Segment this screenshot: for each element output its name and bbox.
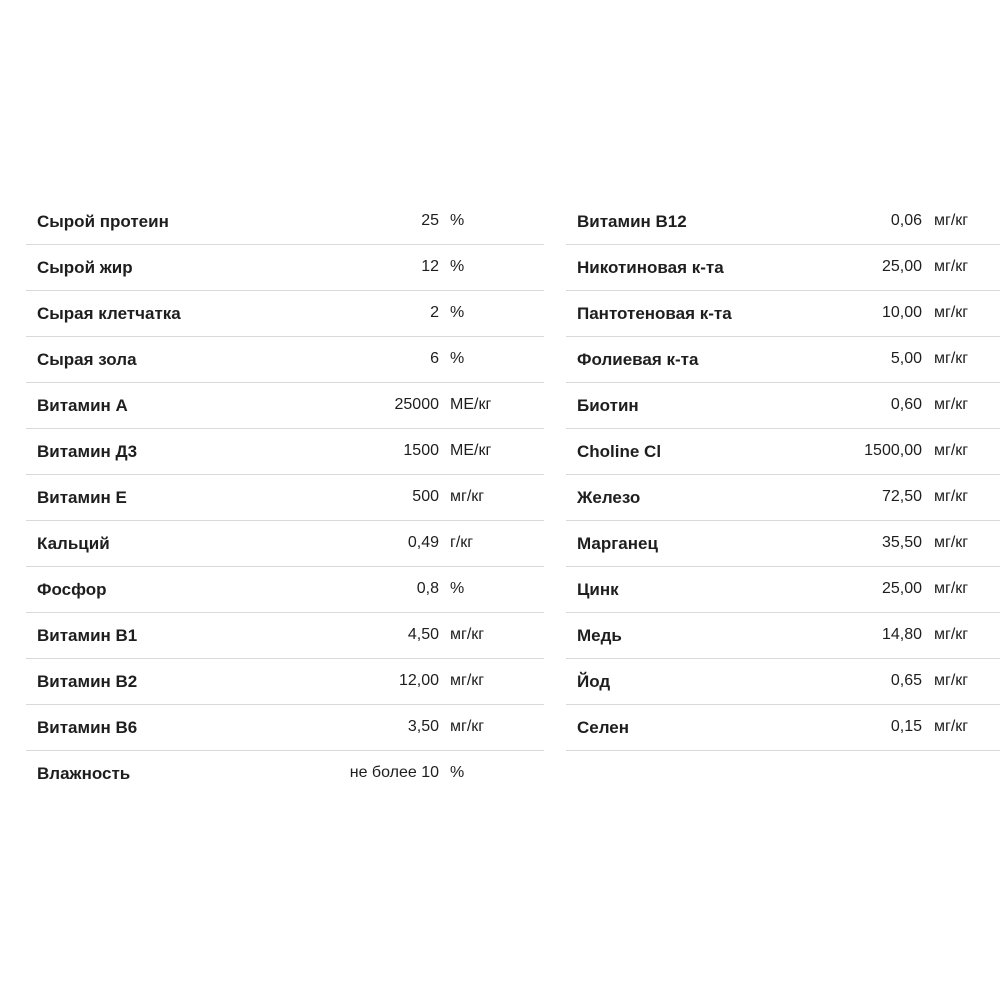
table-row [26,199,544,245]
nutrient-name: Марганец [577,534,658,553]
nutrient-unit: МЕ/кг [450,442,492,459]
nutrient-unit: мг/кг [450,672,485,689]
nutrient-value: 72,50 [881,488,922,505]
nutrient-name: Биотин [577,396,639,415]
nutrient-unit: мг/кг [934,626,969,643]
nutrient-value: 25,00 [881,580,922,597]
nutrient-name: Селен [577,718,630,737]
nutrient-unit: мг/кг [934,212,969,229]
table-row [566,659,1000,705]
nutrient-unit: мг/кг [934,580,969,597]
nutrient-value: 0,15 [890,718,922,735]
nutrient-value: 0,8 [416,580,439,597]
nutrient-value: 10,00 [881,304,922,321]
nutrient-value: 25000 [394,396,439,413]
table-row [26,429,544,475]
table-row [26,659,544,705]
nutrient-unit: % [450,304,465,321]
nutrient-name: Сырая зола [37,350,137,369]
nutrient-unit: мг/кг [450,626,485,643]
nutrient-value: 0,60 [890,396,922,413]
table-row [26,245,544,291]
table-row [26,337,544,383]
nutrient-unit: % [450,258,465,275]
table-row [26,475,544,521]
nutrient-value: не более 10 [349,764,439,781]
nutrient-value: 6 [430,350,439,367]
table-row [566,245,1000,291]
nutrient-name: Сырой жир [37,258,133,277]
table-row [566,613,1000,659]
nutrient-unit: г/кг [450,534,474,551]
nutrient-unit: мг/кг [934,350,969,367]
nutrient-unit: % [450,350,465,367]
nutrient-unit: мг/кг [934,442,969,459]
table-row [566,383,1000,429]
nutrient-name: Choline Cl [577,442,662,461]
table-row [26,613,544,659]
nutrient-unit: % [450,580,465,597]
nutrient-name: Витамин В6 [37,718,138,737]
nutrient-value: 2 [430,304,439,321]
nutrient-name: Железо [577,488,641,507]
nutrient-value: 500 [412,488,439,505]
nutrient-value: 3,50 [407,718,439,735]
table-row [26,291,544,337]
nutrient-name: Витамин Д3 [37,442,138,461]
nutrient-unit: мг/кг [934,396,969,413]
nutrient-value: 14,80 [881,626,922,643]
nutrient-name: Влажность [37,764,131,783]
nutrient-name: Витамин В2 [37,672,138,691]
nutrient-unit: % [450,212,465,229]
table-row [566,429,1000,475]
nutrient-name: Сырая клетчатка [37,304,181,323]
nutrient-unit: мг/кг [934,672,969,689]
nutrient-unit: мг/кг [450,718,485,735]
table-row [566,475,1000,521]
nutrient-name: Никотиновая к-та [577,258,724,277]
table-row [566,291,1000,337]
nutrient-name: Фолиевая к-та [577,350,699,369]
nutrient-value: 1500 [403,442,439,459]
nutrient-name: Сырой протеин [37,212,169,231]
nutrient-value: 5,00 [890,350,922,367]
table-row [26,567,544,613]
table-row [26,705,544,751]
nutrient-value: 0,49 [407,534,439,551]
nutrient-name: Фосфор [37,580,107,599]
nutrition-table-left [26,199,544,797]
nutrient-name: Цинк [577,580,619,599]
nutrient-unit: мг/кг [934,258,969,275]
nutrient-unit: МЕ/кг [450,396,492,413]
nutrient-name: Витамин Е [37,488,127,507]
nutrient-unit: мг/кг [934,488,969,505]
nutrient-value: 4,50 [407,626,439,643]
table-row [566,521,1000,567]
nutrient-value: 25 [421,212,439,229]
nutrient-name: Витамин В12 [577,212,687,231]
nutrient-unit: мг/кг [450,488,485,505]
nutrient-name: Витамин А [37,396,128,415]
nutrient-name: Йод [577,672,611,691]
table-row [566,567,1000,613]
table-row [566,337,1000,383]
nutrient-value: 0,06 [890,212,922,229]
table-row [26,521,544,567]
nutrient-value: 35,50 [881,534,922,551]
table-row [566,199,1000,245]
nutrient-unit: мг/кг [934,718,969,735]
nutrient-unit: мг/кг [934,534,969,551]
nutrient-name: Пантотеновая к-та [577,304,732,323]
nutrient-name: Медь [577,626,622,645]
nutrient-name: Кальций [37,534,110,553]
nutrient-unit: % [450,764,465,781]
nutrient-name: Витамин В1 [37,626,138,645]
nutrient-value: 1500,00 [864,442,922,459]
table-row [26,751,544,797]
table-row [566,705,1000,751]
table-row [26,383,544,429]
nutrient-unit: мг/кг [934,304,969,321]
nutrient-value: 0,65 [890,672,922,689]
nutrient-value: 12,00 [398,672,439,689]
nutrient-value: 25,00 [881,258,922,275]
nutrition-table-right [566,199,1000,751]
nutrient-value: 12 [421,258,439,275]
